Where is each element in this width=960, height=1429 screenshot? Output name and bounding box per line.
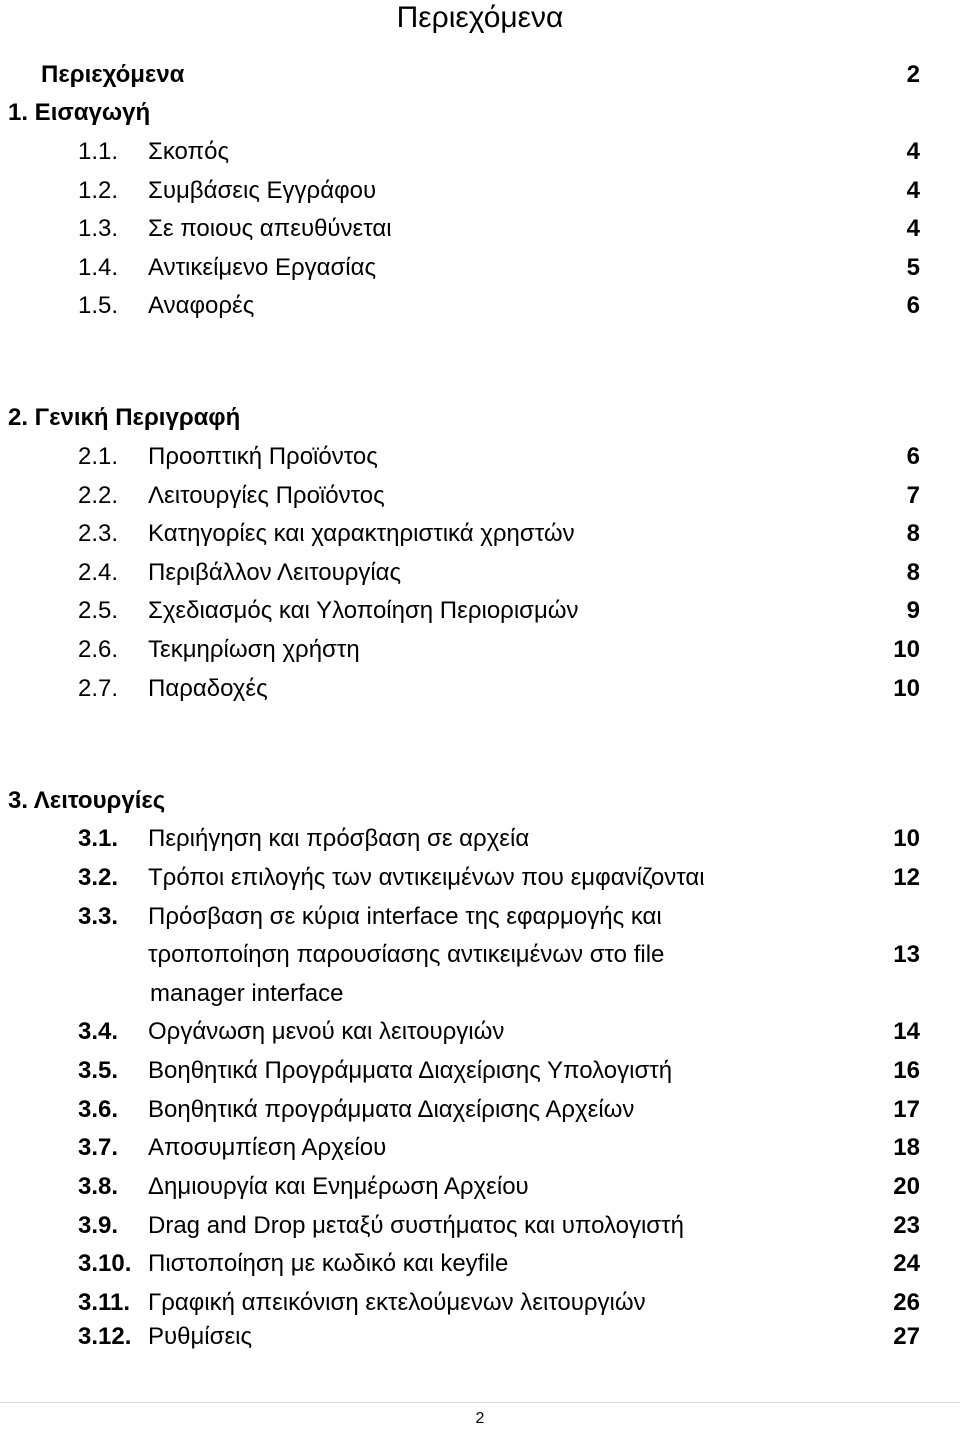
toc-entry-link[interactable]: Drag and Drop μεταξύ συστήματος και υπολογιστή	[148, 1212, 684, 1239]
toc-page-number: 16	[893, 1057, 920, 1084]
toc-number: 3.4.	[78, 1018, 119, 1045]
toc-entry-link[interactable]: Συμβάσεις Εγγράφου	[148, 177, 377, 204]
toc-entry-link[interactable]: Σε ποιους απευθύνεται	[148, 215, 392, 242]
toc-entry-link[interactable]: Πρόσβαση σε κύρια interface της εφαρμογής και	[148, 903, 662, 930]
page-title: Περιεχόμενα	[396, 1, 564, 34]
toc-page-number: 8	[906, 559, 920, 586]
toc-page-number: 23	[893, 1212, 920, 1239]
toc-page-number: 10	[893, 675, 920, 702]
toc-entry-link[interactable]: Δημιουργία και Ενημέρωση Αρχείου	[148, 1173, 529, 1200]
toc-entry-link[interactable]: Ρυθμίσεις	[148, 1323, 253, 1350]
toc-heading-page: 2	[906, 61, 920, 88]
toc-number: 1.4.	[78, 254, 119, 281]
toc-number: 3.11.	[78, 1289, 131, 1316]
toc-page-number: 4	[906, 138, 920, 165]
toc-number: 1.2.	[78, 177, 119, 204]
toc-number: 1.5.	[78, 292, 119, 319]
toc-page-number: 8	[906, 520, 920, 547]
toc-number: 3.8.	[78, 1173, 119, 1200]
toc-entry-link[interactable]: Αντικείμενο Εργασίας	[148, 254, 377, 281]
toc-heading-label[interactable]: Περιεχόμενα	[41, 61, 185, 88]
toc-entry-link-continued[interactable]: manager interface	[150, 980, 344, 1007]
toc-entry-link[interactable]: Βοηθητικά προγράμματα Διαχείρισης Αρχείων	[148, 1096, 635, 1123]
toc-page-number: 4	[906, 177, 920, 204]
toc-entry-link[interactable]: Τεκμηρίωση χρήστη	[148, 636, 360, 663]
toc-entry-link[interactable]: Σχεδιασμός και Υλοποίηση Περιορισμών	[148, 597, 579, 624]
toc-page-number: 20	[893, 1173, 920, 1200]
toc-page-number: 18	[893, 1134, 920, 1161]
toc-page-number: 10	[893, 636, 920, 663]
footer-page-number: 2	[475, 1410, 485, 1427]
footer-divider	[0, 1402, 960, 1403]
section-3-heading[interactable]: 3. Λειτουργίες	[8, 787, 166, 814]
toc-number: 3.7.	[78, 1134, 119, 1161]
toc-page-number: 27	[893, 1323, 920, 1350]
toc-number: 3.6.	[78, 1096, 119, 1123]
toc-entry-link[interactable]: Κατηγορίες και χαρακτηριστικά χρηστών	[148, 520, 575, 547]
toc-number: 2.6.	[78, 636, 119, 663]
toc-entry-link-continued[interactable]: τροποποίηση παρουσίασης αντικειμένων στο file	[148, 941, 665, 968]
toc-page-number: 6	[906, 443, 920, 470]
toc-entry-link[interactable]: Οργάνωση μενού και λειτουργιών	[148, 1018, 505, 1045]
toc-entry-link[interactable]: Σκοπός	[148, 138, 230, 165]
toc-page-number: 9	[906, 597, 920, 624]
toc-page-number: 17	[893, 1096, 920, 1123]
toc-number: 2.2.	[78, 482, 119, 509]
toc-page-number: 4	[906, 215, 920, 242]
toc-number: 1.1.	[78, 138, 119, 165]
toc-entry-link[interactable]: Βοηθητικά Προγράμματα Διαχείρισης Υπολογιστή	[148, 1057, 673, 1084]
toc-page-number: 10	[893, 825, 920, 852]
toc-number: 3.1.	[78, 825, 119, 852]
toc-entry-link[interactable]: Τρόποι επιλογής των αντικειμένων που εμφανίζονται	[148, 864, 705, 891]
toc-page-number: 14	[893, 1018, 920, 1045]
toc-page-number: 12	[893, 864, 920, 891]
toc-number: 2.5.	[78, 597, 119, 624]
toc-entry-link[interactable]: Αναφορές	[148, 292, 255, 319]
toc-entry-link[interactable]: Παραδοχές	[148, 675, 268, 702]
toc-number: 3.12.	[78, 1323, 132, 1350]
toc-number: 3.2.	[78, 864, 119, 891]
toc-number: 2.7.	[78, 675, 119, 702]
toc-number: 2.1.	[78, 443, 119, 470]
toc-number: 1.3.	[78, 215, 119, 242]
toc-entry-link[interactable]: Λειτουργίες Προϊόντος	[148, 482, 385, 509]
toc-page-number: 24	[893, 1250, 920, 1277]
toc-number: 3.5.	[78, 1057, 119, 1084]
toc-entry-link[interactable]: Προοπτική Προϊόντος	[148, 443, 378, 470]
section-1-heading[interactable]: 1. Εισαγωγή	[8, 99, 151, 126]
toc-number: 3.10.	[78, 1250, 132, 1277]
toc-number: 3.9.	[78, 1212, 119, 1239]
toc-page-number: 5	[906, 254, 920, 281]
toc-entry-link[interactable]: Περιήγηση και πρόσβαση σε αρχεία	[148, 825, 530, 852]
toc-page-number: 7	[906, 482, 920, 509]
toc-page-number: 6	[906, 292, 920, 319]
toc-page-number: 13	[893, 941, 920, 968]
toc-number: 2.4.	[78, 559, 119, 586]
toc-page-number: 26	[893, 1289, 920, 1316]
toc-entry-link[interactable]: Περιβάλλον Λειτουργίας	[148, 559, 402, 586]
toc-number: 3.3.	[78, 903, 119, 930]
toc-number: 2.3.	[78, 520, 119, 547]
toc-entry-link[interactable]: Αποσυμπίεση Αρχείου	[148, 1134, 387, 1161]
toc-entry-link[interactable]: Γραφική απεικόνιση εκτελούμενων λειτουργιών	[148, 1289, 646, 1316]
toc-entry-link[interactable]: Πιστοποίηση με κωδικό και keyfile	[148, 1250, 509, 1277]
section-2-heading[interactable]: 2. Γενική Περιγραφή	[8, 404, 241, 431]
